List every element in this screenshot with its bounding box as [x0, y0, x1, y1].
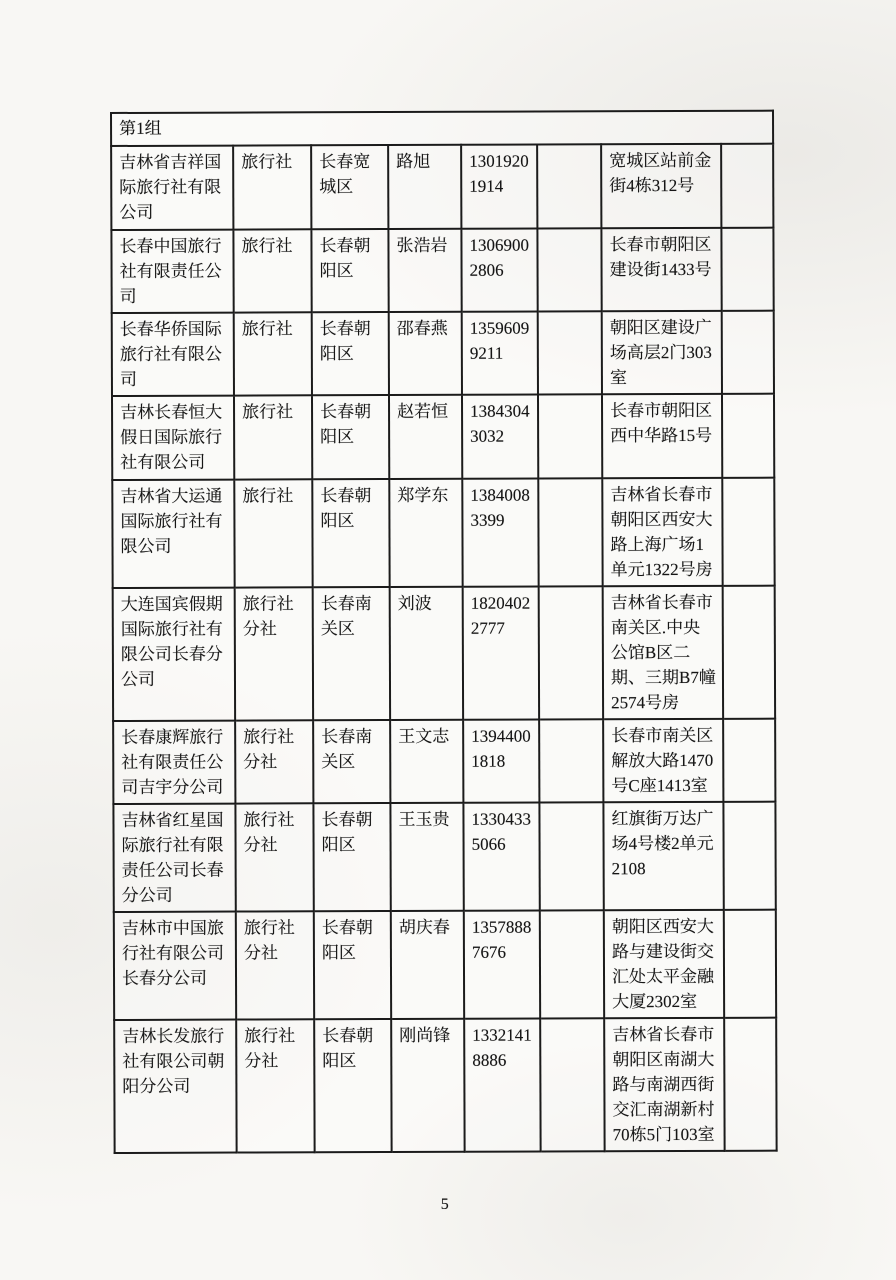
- phone-cell: 18204022777: [463, 587, 539, 720]
- blank-cell: [538, 478, 602, 586]
- table-row: [114, 910, 776, 1020]
- contact-name-cell: 路旭: [388, 145, 461, 229]
- phone-cell: 13019201914: [461, 145, 537, 229]
- district-cell: 长春朝阳区: [312, 479, 389, 587]
- agency-type-cell: 旅行社分社: [235, 720, 313, 803]
- company-name-cell: 吉林市中国旅行社有限公司长春分公司: [114, 912, 236, 1020]
- company-name-cell: 吉林省大运通国际旅行社有限公司: [112, 480, 234, 588]
- blank-cell: [723, 586, 775, 719]
- contact-name-cell: 刘波: [390, 587, 463, 720]
- blank-cell: [722, 478, 774, 586]
- blank-cell: [721, 144, 773, 228]
- blank-cell: [724, 910, 776, 1018]
- page-number: 5: [440, 1196, 450, 1213]
- contact-name-cell: 王文志: [390, 720, 463, 803]
- table-row: [112, 311, 774, 396]
- company-name-cell: 长春康辉旅行社有限责任公司吉宇分公司: [113, 721, 235, 804]
- agency-type-cell: 旅行社分社: [235, 587, 313, 720]
- address-cell: 吉林省长春市朝阳区西安大路上海广场1单元1322号房: [602, 478, 722, 586]
- address-cell: 朝阳区建设广场高层2门303室: [602, 311, 722, 394]
- table-row: [112, 478, 774, 588]
- agency-type-cell: 旅行社: [233, 229, 311, 312]
- address-cell: 吉林省长春市南关区.中央公馆B区二期、三期B7幢2574号房: [603, 586, 723, 719]
- table-row: [113, 586, 775, 721]
- blank-cell: [724, 1018, 776, 1151]
- blank-cell: [723, 719, 775, 802]
- address-cell: 红旗街万达广场4号楼2单元2108: [603, 802, 723, 910]
- contact-name-cell: 王玉贵: [390, 803, 463, 911]
- blank-cell: [540, 1018, 604, 1151]
- contact-name-cell: 刚尚锋: [391, 1019, 464, 1152]
- company-name-cell: 吉林长发旅行社有限公司朝阳分公司: [114, 1020, 236, 1153]
- group-header-row: [111, 111, 773, 146]
- blank-cell: [722, 311, 774, 394]
- address-cell: 长春市朝阳区西中华路15号: [602, 394, 722, 478]
- agency-type-cell: 旅行社分社: [236, 911, 314, 1019]
- blank-cell: [539, 719, 603, 802]
- company-name-cell: 长春华侨国际旅行社有限公司: [112, 313, 234, 396]
- address-cell: 宽城区站前金街4栋312号: [601, 144, 721, 228]
- blank-cell: [537, 144, 601, 228]
- table-row: [114, 1018, 776, 1153]
- phone-cell: 13843043032: [462, 395, 538, 479]
- address-cell: 朝阳区西安大路与建设街交汇处太平金融大厦2302室: [604, 910, 724, 1018]
- agency-type-cell: 旅行社: [234, 479, 312, 587]
- district-cell: 长春宽城区: [311, 145, 388, 229]
- table-row: [111, 228, 773, 313]
- company-name-cell: 吉林长春恒大假日国际旅行社有限公司: [112, 396, 234, 480]
- district-cell: 长春南关区: [313, 587, 390, 720]
- table-row: [112, 394, 774, 480]
- blank-cell: [723, 802, 775, 910]
- blank-cell: [539, 802, 603, 910]
- blank-cell: [722, 394, 774, 478]
- table-row: [113, 719, 775, 804]
- company-name-cell: 大连国宾假期国际旅行社有限公司长春分公司: [113, 588, 235, 721]
- company-name-cell: 吉林省吉祥国际旅行社有限公司: [111, 146, 233, 230]
- agency-type-cell: 旅行社: [234, 312, 312, 395]
- phone-cell: 13944001818: [463, 720, 539, 803]
- contact-name-cell: 郑学东: [389, 479, 462, 587]
- agency-type-cell: 旅行社: [234, 395, 312, 479]
- phone-cell: 13069002806: [461, 229, 537, 312]
- district-cell: 长春朝阳区: [313, 803, 390, 911]
- group-label: 第1组: [111, 111, 773, 146]
- district-cell: 长春朝阳区: [314, 911, 391, 1019]
- blank-cell: [538, 394, 602, 478]
- table-row: [113, 802, 775, 912]
- phone-cell: 13840083399: [462, 479, 538, 587]
- phone-cell: 13304335066: [463, 803, 539, 911]
- address-cell: 长春市朝阳区建设街1433号: [601, 228, 721, 311]
- blank-cell: [721, 228, 773, 311]
- contact-name-cell: 张浩岩: [388, 229, 461, 312]
- blank-cell: [539, 586, 603, 719]
- blank-cell: [538, 311, 602, 394]
- phone-cell: 13596099211: [462, 312, 538, 395]
- table-row: [111, 144, 773, 230]
- contact-name-cell: 赵若恒: [389, 395, 462, 479]
- agency-type-cell: 旅行社分社: [236, 1019, 314, 1152]
- contact-name-cell: 胡庆春: [391, 911, 464, 1019]
- district-cell: 长春朝阳区: [311, 229, 388, 312]
- blank-cell: [540, 910, 604, 1018]
- district-cell: 长春南关区: [313, 720, 390, 803]
- blank-cell: [537, 228, 601, 311]
- district-cell: 长春朝阳区: [312, 395, 389, 479]
- agency-type-cell: 旅行社: [233, 145, 311, 229]
- address-cell: 长春市南关区解放大路1470号C座1413室: [603, 719, 723, 802]
- company-name-cell: 吉林省红星国际旅行社有限责任公司长春分公司: [113, 804, 235, 912]
- district-cell: 长春朝阳区: [314, 1019, 391, 1152]
- agency-type-cell: 旅行社分社: [235, 803, 313, 911]
- phone-cell: 13578887676: [464, 911, 540, 1019]
- company-name-cell: 长春中国旅行社有限责任公司: [111, 230, 233, 313]
- agency-table-container: [110, 110, 778, 1154]
- address-cell: 吉林省长春市朝阳区南湖大路与南湖西街交汇南湖新村70栋5门103室: [604, 1018, 724, 1151]
- phone-cell: 13321418886: [464, 1019, 540, 1152]
- district-cell: 长春朝阳区: [312, 312, 389, 395]
- agency-table: [110, 110, 778, 1154]
- contact-name-cell: 邵春燕: [389, 312, 462, 395]
